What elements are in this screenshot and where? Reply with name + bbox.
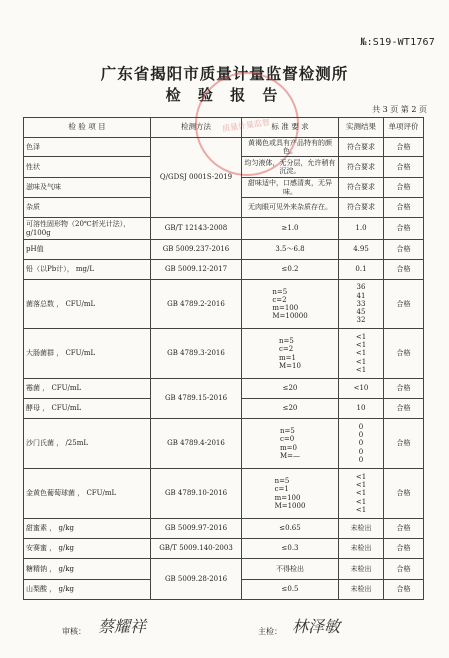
verdict-cell: 合格 [384, 469, 424, 519]
standard-cell [242, 419, 339, 469]
table-row [24, 519, 424, 539]
item-cell: 色泽 [24, 138, 151, 157]
item-cell: 霉菌 ， CFU/mL [24, 379, 151, 399]
table-header-row [24, 118, 424, 138]
item-cell: 性状 [24, 157, 151, 178]
result-line: <1 [355, 349, 367, 358]
item-cell: 金黄色葡萄球菌 ， CFU/mL [24, 469, 151, 519]
method-cell: GB 5009.97-2016 [151, 519, 242, 539]
seal-text: 质量计量监督 [221, 117, 271, 134]
standard-cell: ≤0.65 [242, 519, 339, 539]
standard-cell: ≤20 [242, 399, 339, 419]
result-cell: 4.95 [339, 240, 384, 260]
result-cell [339, 469, 384, 519]
method-cell: GB/T 12143-2008 [151, 218, 242, 240]
standard-cell: ≤0.2 [242, 260, 339, 280]
result-line: 32 [356, 316, 366, 325]
table-row [24, 240, 424, 260]
result-line: 36 [356, 283, 366, 292]
table-row [24, 539, 424, 559]
verdict-cell: 合格 [384, 580, 424, 600]
item-cell: 酵母 ， CFU/mL [24, 399, 151, 419]
result-line: <1 [355, 472, 367, 481]
result-cell: 符合要求 [339, 138, 384, 157]
table-row [24, 559, 424, 580]
verdict-cell: 合格 [384, 198, 424, 218]
result-cell: 10 [339, 399, 384, 419]
result-line: 0 [358, 447, 364, 456]
standard-cell: 不得检出 [242, 559, 339, 580]
method-cell: GB 4789.2-2016 [151, 280, 242, 329]
standard-cell [242, 280, 339, 329]
verdict-cell: 合格 [384, 240, 424, 260]
item-cell: 可溶性固形物（20℃折光计法），g/100g [24, 218, 151, 240]
result-line: <1 [355, 489, 367, 498]
std-line: c=0 [279, 435, 295, 444]
item-cell: 铅（以Pb计）， mg/L [24, 260, 151, 280]
item-cell: pH值 [24, 240, 151, 260]
result-cell: 符合要求 [339, 178, 384, 198]
result-line: 0 [358, 439, 364, 448]
result-line: <1 [355, 341, 367, 350]
table-row [24, 419, 424, 469]
std-line: c=2 [272, 295, 287, 304]
standard-cell: ≤0.5 [242, 580, 339, 600]
std-line: n=5 [279, 427, 295, 435]
item-cell: 沙门氏菌 ， /25mL [24, 419, 151, 469]
standard-cell: 均匀液体，无分层，允许稍有沉淀。 [242, 157, 339, 178]
header-method: 检测方法 [151, 118, 242, 138]
reviewer-label: 审核： [62, 627, 86, 636]
result-cell: 符合要求 [339, 198, 384, 218]
inspector-label: 主检： [258, 627, 282, 636]
header-result: 实测结果 [339, 118, 384, 138]
table-row [24, 138, 424, 157]
verdict-cell: 合格 [384, 329, 424, 379]
std-line: m=0 [279, 443, 297, 452]
result-cell [339, 280, 384, 329]
verdict-cell: 合格 [384, 419, 424, 469]
page-indicator: 共 3 页 第 2 页 [372, 105, 427, 114]
result-line: <1 [355, 497, 367, 506]
standard-cell: 3.5～6.8 [242, 240, 339, 260]
result-line: <1 [355, 365, 367, 374]
result-cell: <10 [339, 379, 384, 399]
verdict-cell: 合格 [384, 379, 424, 399]
standard-cell [242, 469, 339, 519]
result-line: <1 [355, 505, 367, 514]
item-cell: 山梨酸 ， g/kg [24, 580, 151, 600]
result-line: 0 [358, 455, 364, 464]
report-number: №:S19-WT1767 [360, 37, 435, 48]
std-line: n=5 [279, 337, 294, 345]
result-cell [339, 419, 384, 469]
verdict-cell: 合格 [384, 218, 424, 240]
method-cell: GB 5009.12-2017 [151, 260, 242, 280]
reviewer-signature: 蔡耀祥 [98, 617, 147, 636]
std-line: M=— [279, 451, 301, 460]
result-line: 0 [358, 422, 364, 431]
result-line: <1 [355, 357, 367, 366]
std-line: m=100 [272, 304, 299, 312]
result-line: <1 [355, 332, 367, 341]
result-cell: 未检出 [339, 559, 384, 580]
result-line: 33 [356, 299, 366, 308]
table-row [24, 260, 424, 280]
standard-cell: 无肉眼可见外来杂质存在。 [242, 198, 339, 218]
result-line: 45 [356, 308, 366, 317]
method-cell: GB/T 5009.140-2003 [151, 539, 242, 559]
table-row [24, 379, 424, 399]
verdict-cell: 合格 [384, 399, 424, 419]
standard-cell: ≥1.0 [242, 218, 339, 240]
std-line: n=5 [274, 477, 290, 485]
result-cell: 0.1 [339, 260, 384, 280]
inspector-signature: 林泽敏 [292, 617, 341, 636]
item-cell: 杂质 [24, 198, 151, 218]
table-row [24, 469, 424, 519]
header-standard: 标 准 要 求 [242, 118, 339, 138]
result-cell: 1.0 [339, 218, 384, 240]
method-cell: GB 4789.15-2016 [151, 379, 242, 419]
std-line: c=2 [279, 345, 294, 354]
item-cell: 菌落总数 ， CFU/mL [24, 280, 151, 329]
table-row [24, 329, 424, 379]
std-line: c=1 [274, 485, 289, 494]
method-cell: GB 4789.10-2016 [151, 469, 242, 519]
verdict-cell: 合格 [384, 260, 424, 280]
item-cell: 安赛蜜 ， g/kg [24, 539, 151, 559]
result-cell: 未检出 [339, 539, 384, 559]
method-cell: GB 5009.237-2016 [151, 240, 242, 260]
std-line: M=10000 [272, 312, 308, 321]
result-line: <1 [355, 481, 367, 490]
standard-cell: 黄褐色或具有产品特有的颜色。 [242, 138, 339, 157]
std-line: n=5 [272, 287, 288, 296]
report-title: 检 验 报 告 [165, 86, 284, 104]
item-cell: 糖精钠 ， g/kg [24, 559, 151, 580]
verdict-cell: 合格 [384, 519, 424, 539]
standard-cell: ≤0.3 [242, 539, 339, 559]
standard-cell [242, 329, 339, 379]
result-cell: 未检出 [339, 580, 384, 600]
result-cell: 未检出 [339, 519, 384, 539]
verdict-cell: 合格 [384, 157, 424, 178]
method-cell: GB 4789.4-2016 [151, 419, 242, 469]
result-line: 0 [358, 431, 364, 440]
std-line: M=10 [279, 361, 301, 370]
item-cell: 滋味及气味 [24, 178, 151, 198]
method-cell: GB 5009.28-2016 [151, 559, 242, 600]
verdict-cell: 合格 [384, 559, 424, 580]
verdict-cell: 合格 [384, 178, 424, 198]
standard-cell: ≤20 [242, 379, 339, 399]
method-cell: Q/GDSJ 0001S-2019 [151, 138, 242, 218]
result-cell [339, 329, 384, 379]
verdict-cell: 合格 [384, 280, 424, 329]
verdict-cell: 合格 [384, 138, 424, 157]
item-cell: 甜蜜素 ， g/kg [24, 519, 151, 539]
result-cell: 符合要求 [339, 157, 384, 178]
standard-cell: 甜味适中，口感清爽，无异味。 [242, 178, 339, 198]
inspection-table [23, 117, 424, 600]
result-line: 41 [356, 291, 366, 300]
item-cell: 大肠菌群 ， CFU/mL [24, 329, 151, 379]
table-row [24, 218, 424, 240]
std-line: M=1000 [274, 501, 306, 510]
method-cell: GB 4789.3-2016 [151, 329, 242, 379]
std-line: m=1 [279, 353, 296, 362]
verdict-cell: 合格 [384, 539, 424, 559]
header-item: 检 验 项 目 [24, 118, 151, 138]
std-line: m=100 [274, 493, 301, 502]
table-row [24, 280, 424, 329]
institute-title: 广东省揭阳市质量计量监督检测所 [100, 64, 349, 83]
header-verdict: 单项评价 [384, 118, 424, 138]
